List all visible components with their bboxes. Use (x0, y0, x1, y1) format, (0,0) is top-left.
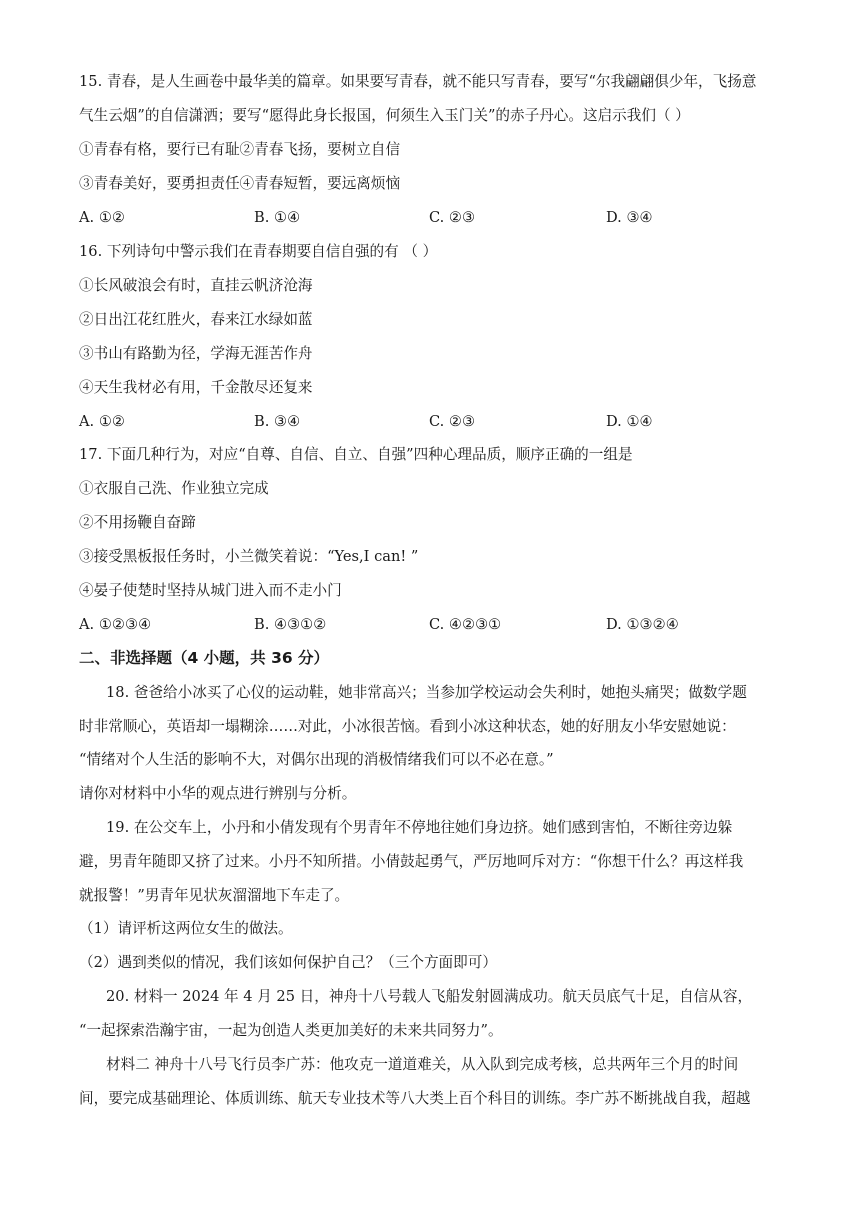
q20-material-1-line-2: “一起探索浩瀚宇宙，一起为创造人类更加美好的未来共同努力”。 (79, 1022, 503, 1039)
q18-line-3: “情绪对个人生活的影响不大，对偶尔出现的消极情绪我们可以不必在意。” (79, 751, 554, 768)
q19-subquestion-1: （1）请评析这两位女生的做法。 (79, 920, 293, 937)
q15-options (79, 208, 784, 228)
q17-statement-4: ④晏子使楚时坚持从城门进入而不走小门 (79, 582, 342, 599)
q18-line-1: 18. 爸爸给小冰买了心仪的运动鞋，她非常高兴；当参加学校运动会失利时，她抱头痛哭；做数学题 (106, 684, 747, 701)
q16-statement-1: ①长风破浪会有时，直挂云帆济沧海 (79, 277, 313, 294)
q17-option-d[interactable]: D. ①③②④ (606, 616, 679, 633)
q15-option-c[interactable]: C. ②③ (429, 209, 476, 226)
q16-option-c[interactable]: C. ②③ (429, 413, 476, 430)
q18-line-2: 时非常顺心，英语却一塌糊涂……对此，小冰很苦恼。看到小冰这种状态，她的好朋友小华安慰她说： (79, 718, 736, 735)
q17-option-b[interactable]: B. ④③①② (254, 616, 327, 633)
q18-prompt: 请你对材料中小华的观点进行辨别与分析。 (79, 785, 357, 802)
q16-option-a[interactable]: A. ①② (79, 413, 125, 430)
q17-option-c[interactable]: C. ④②③① (429, 616, 502, 633)
q16-options (79, 412, 784, 432)
q16-option-b[interactable]: B. ③④ (254, 413, 301, 430)
q15-option-b[interactable]: B. ①④ (254, 209, 301, 226)
q19-subquestion-2: （2）遇到类似的情况，我们该如何保护自己？（三个方面即可） (79, 954, 497, 971)
q20-material-2-line-2: 间，要完成基础理论、体质训练、航天专业技术等八大类上百个科目的训练。李广苏不断挑战自我，超越 (79, 1090, 751, 1107)
q17-statement-3: ③接受黑板报任务时，小兰微笑着说：“Yes,I can! ” (79, 548, 419, 565)
q17-option-a[interactable]: A. ①②③④ (79, 616, 152, 633)
q16-option-d[interactable]: D. ①④ (606, 413, 653, 430)
q17-statement-2: ②不用扬鞭自奋蹄 (79, 514, 196, 531)
q19-line-2: 避，男青年随即又挤了过来。小丹不知所措。小倩鼓起勇气，严厉地呵斥对方：“你想干什么？再这样我 (79, 853, 744, 870)
q19-line-1: 19. 在公交车上，小丹和小倩发现有个男青年不停地往她们身边挤。她们感到害怕，不断往旁边躲 (106, 819, 733, 836)
q16-statement-2: ②日出江花红胜火，春来江水绿如蓝 (79, 311, 313, 328)
q15-statement-2: ③青春美好，要勇担责任④青春短暂，要远离烦恼 (79, 175, 401, 192)
q15-stem-line-2: 气生云烟”的自信潇洒；要写“愿得此身长报国，何须生入玉门关”的赤子丹心。这启示我们（ ） (79, 107, 690, 124)
q15-option-d[interactable]: D. ③④ (606, 209, 653, 226)
q20-material-2-line-1: 材料二 神舟十八号飞行员李广苏：他攻克一道道难关，从入队到完成考核，总共两年三个月的时间 (106, 1056, 739, 1073)
q16-statement-3: ③书山有路勤为径，学海无涯苦作舟 (79, 345, 313, 362)
q15-stem-line-1: 15. 青春，是人生画卷中最华美的篇章。如果要写青春，就不能只写青春，要写“尔我翩翩俱少年，飞扬意 (79, 73, 757, 90)
section-2-heading: 二、非选择题（4 小题，共 36 分） (79, 649, 330, 667)
q17-statement-1: ①衣服自己洗、作业独立完成 (79, 480, 269, 497)
q19-line-3: 就报警！”男青年见状灰溜溜地下车走了。 (79, 887, 350, 904)
q16-stem: 16. 下列诗句中警示我们在青春期要自信自强的有 （ ） (79, 243, 438, 260)
q16-statement-4: ④天生我材必有用，千金散尽还复来 (79, 379, 313, 396)
q20-material-1-line-1: 20. 材料一 2024 年 4 月 25 日，神舟十八号载人飞船发射圆满成功。航天员底气十足，自信从容， (106, 988, 753, 1005)
q17-options (79, 615, 784, 635)
q17-stem: 17. 下面几种行为，对应“自尊、自信、自立、自强”四种心理品质，顺序正确的一组是 (79, 446, 633, 463)
q15-option-a[interactable]: A. ①② (79, 209, 125, 226)
q15-statement-1: ①青春有格，要行已有耻②青春飞扬，要树立自信 (79, 141, 401, 158)
